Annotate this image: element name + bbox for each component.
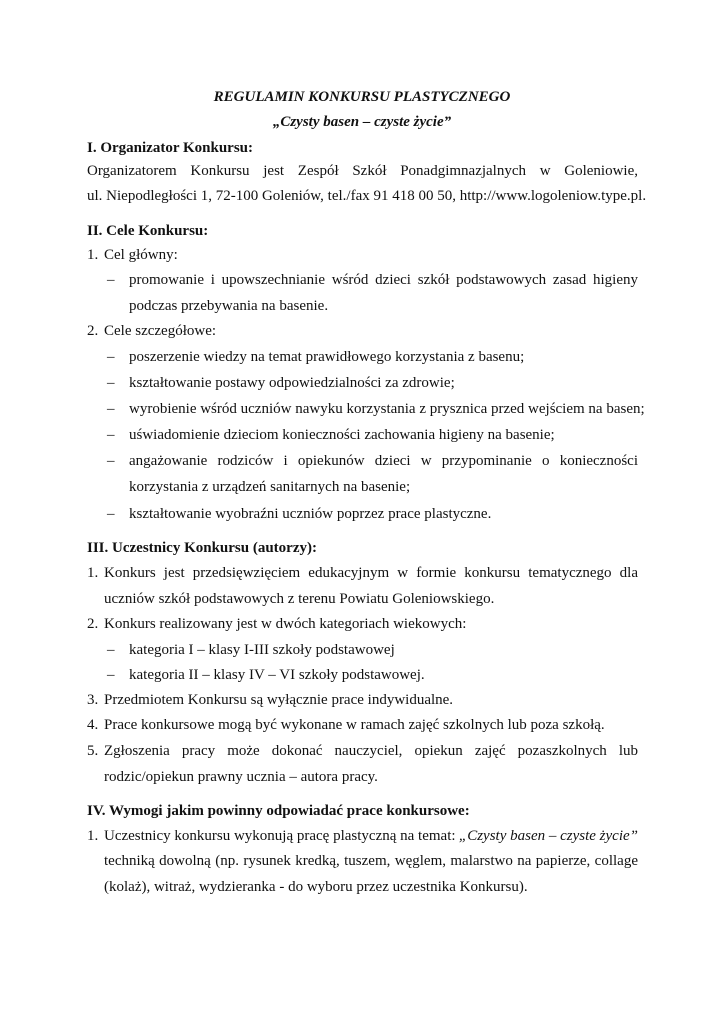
- dash-bullet: –: [107, 453, 115, 469]
- document-subtitle: „Czysty basen – czyste życie”: [272, 114, 452, 130]
- participants-item-1-line-2: uczniów szkół podstawowych z terenu Powiatu Goleniowskiego.: [104, 591, 495, 607]
- list-number: 4.: [87, 717, 99, 733]
- list-number: 1.: [87, 565, 99, 581]
- requirements-text: Uczestnicy konkursu wykonują pracę plastyczną na temat:: [104, 828, 456, 844]
- dash-bullet: –: [107, 506, 115, 522]
- goal-detail-item-line-1: angażowanie rodziców i opiekunów dzieci w przypominanie o konieczności: [129, 453, 638, 469]
- participants-item-4: Prace konkursowe mogą być wykonane w ramach zajęć szkolnych lub poza szkołą.: [104, 717, 605, 733]
- document-title: REGULAMIN KONKURSU PLASTYCZNEGO: [213, 89, 511, 105]
- contest-theme: „Czysty basen – czyste życie”: [458, 828, 638, 844]
- participants-item-5-line-2: rodzic/opiekun prawny ucznia – autora pracy.: [104, 769, 378, 785]
- requirements-item-1-line-3: (kolaż), witraż, wydzieranka - do wyboru przez uczestnika Konkursu).: [104, 879, 528, 895]
- participants-item-3: Przedmiotem Konkursu są wyłącznie prace indywidualne.: [104, 692, 454, 708]
- participants-item-5-line-1: Zgłoszenia pracy może dokonać nauczyciel, opiekun zajęć pozaszkolnych lub: [104, 743, 638, 759]
- list-number: 1.: [87, 828, 99, 844]
- dash-bullet: –: [107, 375, 115, 391]
- dash-bullet: –: [107, 272, 115, 288]
- goal-detail-item: uświadomienie dzieciom konieczności zachowania higieny na basenie;: [129, 427, 555, 443]
- goal-detail-item: kształtowanie postawy odpowiedzialności za zdrowie;: [129, 375, 455, 391]
- list-number: 2.: [87, 323, 99, 339]
- dash-bullet: –: [107, 349, 115, 365]
- dash-bullet: –: [107, 427, 115, 443]
- goal-detail-item: poszerzenie wiedzy na temat prawidłowego korzystania z basenu;: [129, 349, 525, 365]
- dash-bullet: –: [107, 667, 115, 683]
- dash-bullet: –: [107, 401, 115, 417]
- section-3-heading: III. Uczestnicy Konkursu (autorzy):: [87, 540, 317, 556]
- dash-bullet: –: [107, 642, 115, 658]
- section-4-heading: IV. Wymogi jakim powinny odpowiadać prace konkursowe:: [87, 803, 470, 819]
- goal-main-item-line-2: podczas przebywania na basenie.: [129, 298, 329, 314]
- goal-detail-item-line-2: korzystania z urządzeń sanitarnych na basenie;: [129, 479, 411, 495]
- goal-main-label: Cel główny:: [104, 247, 178, 263]
- category-item: kategoria I – klasy I-III szkoły podstawowej: [129, 642, 395, 658]
- section-1-heading: I. Organizator Konkursu:: [87, 140, 253, 156]
- goal-main-item-line-1: promowanie i upowszechnianie wśród dzieci szkół podstawowych zasad higieny: [129, 272, 638, 288]
- goal-detail-item: wyrobienie wśród uczniów nawyku korzystania z prysznica przed wejściem na basen;: [129, 401, 645, 417]
- participants-item-1-line-1: Konkurs jest przedsięwzięciem edukacyjnym w formie konkursu tematycznego dla: [104, 565, 638, 581]
- section-2-heading: II. Cele Konkursu:: [87, 223, 209, 239]
- goal-detail-item: kształtowanie wyobraźni uczniów poprzez prace plastyczne.: [129, 506, 492, 522]
- participants-item-2: Konkurs realizowany jest w dwóch kategoriach wiekowych:: [104, 616, 467, 632]
- section-1-text-line-2: ul. Niepodległości 1, 72-100 Goleniów, tel./fax 91 418 00 50, http://www.logoleniow.type.pl.: [87, 188, 647, 204]
- list-number: 1.: [87, 247, 99, 263]
- requirements-item-1-line-2: techniką dowolną (np. rysunek kredką, tuszem, węglem, malarstwo na papierze, collage: [104, 853, 638, 869]
- category-item: kategoria II – klasy IV – VI szkoły podstawowej.: [129, 667, 425, 683]
- requirements-item-1-line-1: [104, 826, 638, 846]
- goals-detailed-label: Cele szczegółowe:: [104, 323, 217, 339]
- list-number: 2.: [87, 616, 99, 632]
- section-1-text-line-1: Organizatorem Konkursu jest Zespół Szkół Ponadgimnazjalnych w Goleniowie,: [87, 163, 638, 179]
- list-number: 5.: [87, 743, 99, 759]
- list-number: 3.: [87, 692, 99, 708]
